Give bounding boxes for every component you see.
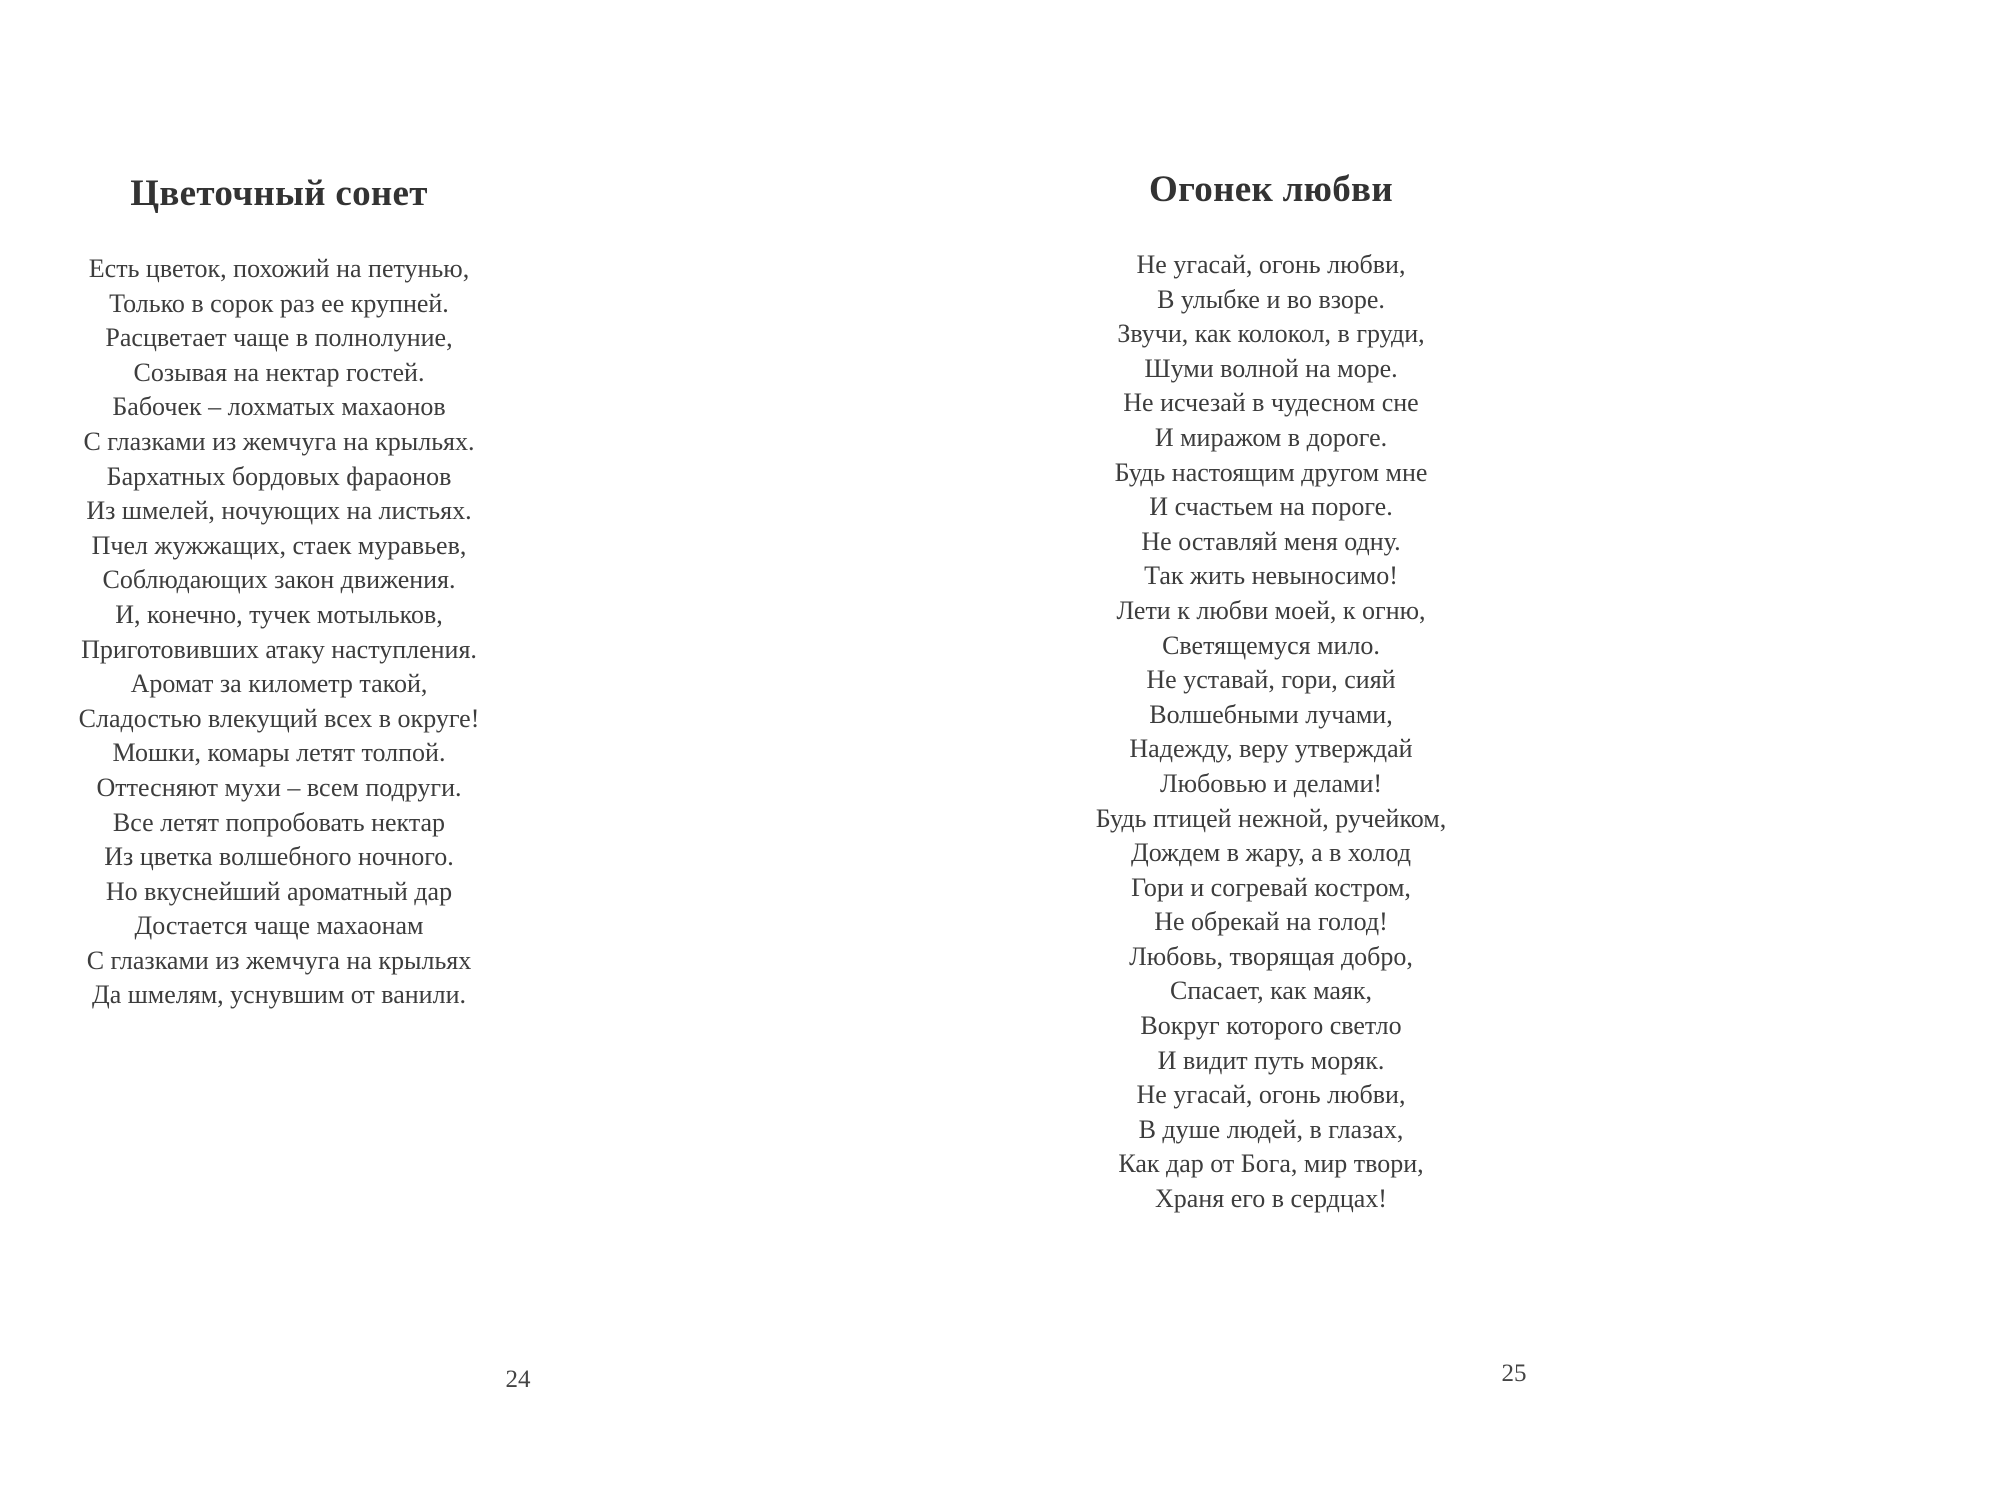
verse-line: И счастьем на пороге. — [1149, 492, 1393, 522]
verse-line: Не обрекай на голод! — [1154, 907, 1388, 937]
verse-line: Гори и согревай костром, — [1131, 872, 1411, 902]
page-number: 25 — [1501, 1360, 1527, 1387]
verse-line: Дождем в жару, а в холод — [1130, 838, 1412, 868]
verse-line: Достается чаще махаонам — [134, 911, 424, 941]
verse-line: Волшебными лучами, — [1149, 699, 1393, 729]
verse-line: Из шмелей, ночующих на листьях. — [86, 496, 472, 526]
verse-line: Не угасай, огонь любви, — [1136, 1080, 1406, 1110]
verse-line: Любовь, творящая добро, — [1129, 941, 1413, 971]
verse-line: Из цветка волшебного ночного. — [104, 842, 454, 872]
verse-line: Только в сорок раз ее крупней. — [109, 288, 449, 318]
verse-line: Пчел жужжащих, стаек муравьев, — [91, 530, 467, 560]
verse-line: И миражом в дороге. — [1154, 422, 1388, 452]
verse-line: Не оставляй меня одну. — [1141, 526, 1401, 556]
verse-line: Бабочек – лохматых махаонов — [112, 392, 446, 422]
verse-line: Спасает, как маяк, — [1170, 976, 1372, 1006]
verse-line: Расцветает чаще в полнолуние, — [105, 323, 453, 353]
verse-line: Созывая на нектар гостей. — [133, 357, 425, 387]
verse-line: И видит путь моряк. — [1157, 1045, 1385, 1075]
verse-line: Не угасай, огонь любви, — [1136, 250, 1406, 279]
verse-line: Есть цветок, похожий на петунью, — [88, 254, 470, 283]
verse-line: Мошки, комары летят толпой. — [112, 738, 446, 768]
verse-line: Шуми волной на море. — [1144, 353, 1398, 383]
verse-line: Вокруг которого светло — [1140, 1011, 1402, 1041]
verse-line: В душе людей, в глазах, — [1138, 1114, 1404, 1144]
poem-verse — [1012, 248, 1530, 1217]
verse-line: Бархатных бордовых фараонов — [106, 461, 452, 491]
verse-line: Все летят попробовать нектар — [112, 807, 446, 837]
verse-line: Будь птицей нежной, ручейком, — [1095, 803, 1447, 833]
verse-line: И, конечно, тучек мотыльков, — [115, 599, 443, 629]
poem-verse — [20, 252, 538, 1013]
verse-line: Звучи, как колокол, в груди, — [1117, 319, 1425, 349]
poem-title: Огонек любви — [1149, 169, 1393, 210]
verse-line: Будь настоящим другом мне — [1114, 457, 1428, 487]
verse-line: Светящемуся мило. — [1162, 630, 1380, 660]
verse-line: Не уставай, гори, сияй — [1146, 665, 1396, 695]
verse-line: Соблюдающих закон движения. — [102, 565, 456, 595]
verse-line: Аромат за километр такой, — [130, 669, 428, 699]
verse-line: Надежду, веру утверждай — [1129, 734, 1413, 764]
page-number: 24 — [505, 1366, 531, 1393]
verse-line: Лети к любви моей, к огню, — [1116, 595, 1426, 625]
verse-line: В улыбке и во взоре. — [1157, 284, 1385, 314]
verse-line: Так жить невыносимо! — [1144, 561, 1398, 591]
verse-line: Не исчезай в чудесном сне — [1123, 388, 1419, 418]
verse-line: С глазками из жемчуга на крыльях. — [83, 426, 475, 456]
verse-line: Приготовивших атаку наступления. — [81, 634, 477, 664]
verse-line: С глазками из жемчуга на крыльях — [86, 945, 472, 975]
right-page — [1000, 0, 2000, 1498]
verse-line: Храня его в сердцах! — [1155, 1184, 1387, 1214]
verse-line: Как дар от Бога, мир твори, — [1118, 1149, 1424, 1179]
poem-title: Цветочный сонет — [130, 173, 428, 214]
verse-line: Но вкуснейший ароматный дар — [105, 876, 453, 906]
verse-line: Да шмелям, уснувшим от ванили. — [91, 980, 466, 1010]
verse-line: Оттесняют мухи – всем подруги. — [96, 772, 462, 802]
verse-line: Сладостью влекущий всех в округе! — [78, 703, 480, 733]
verse-line: Любовью и делами! — [1159, 768, 1383, 798]
